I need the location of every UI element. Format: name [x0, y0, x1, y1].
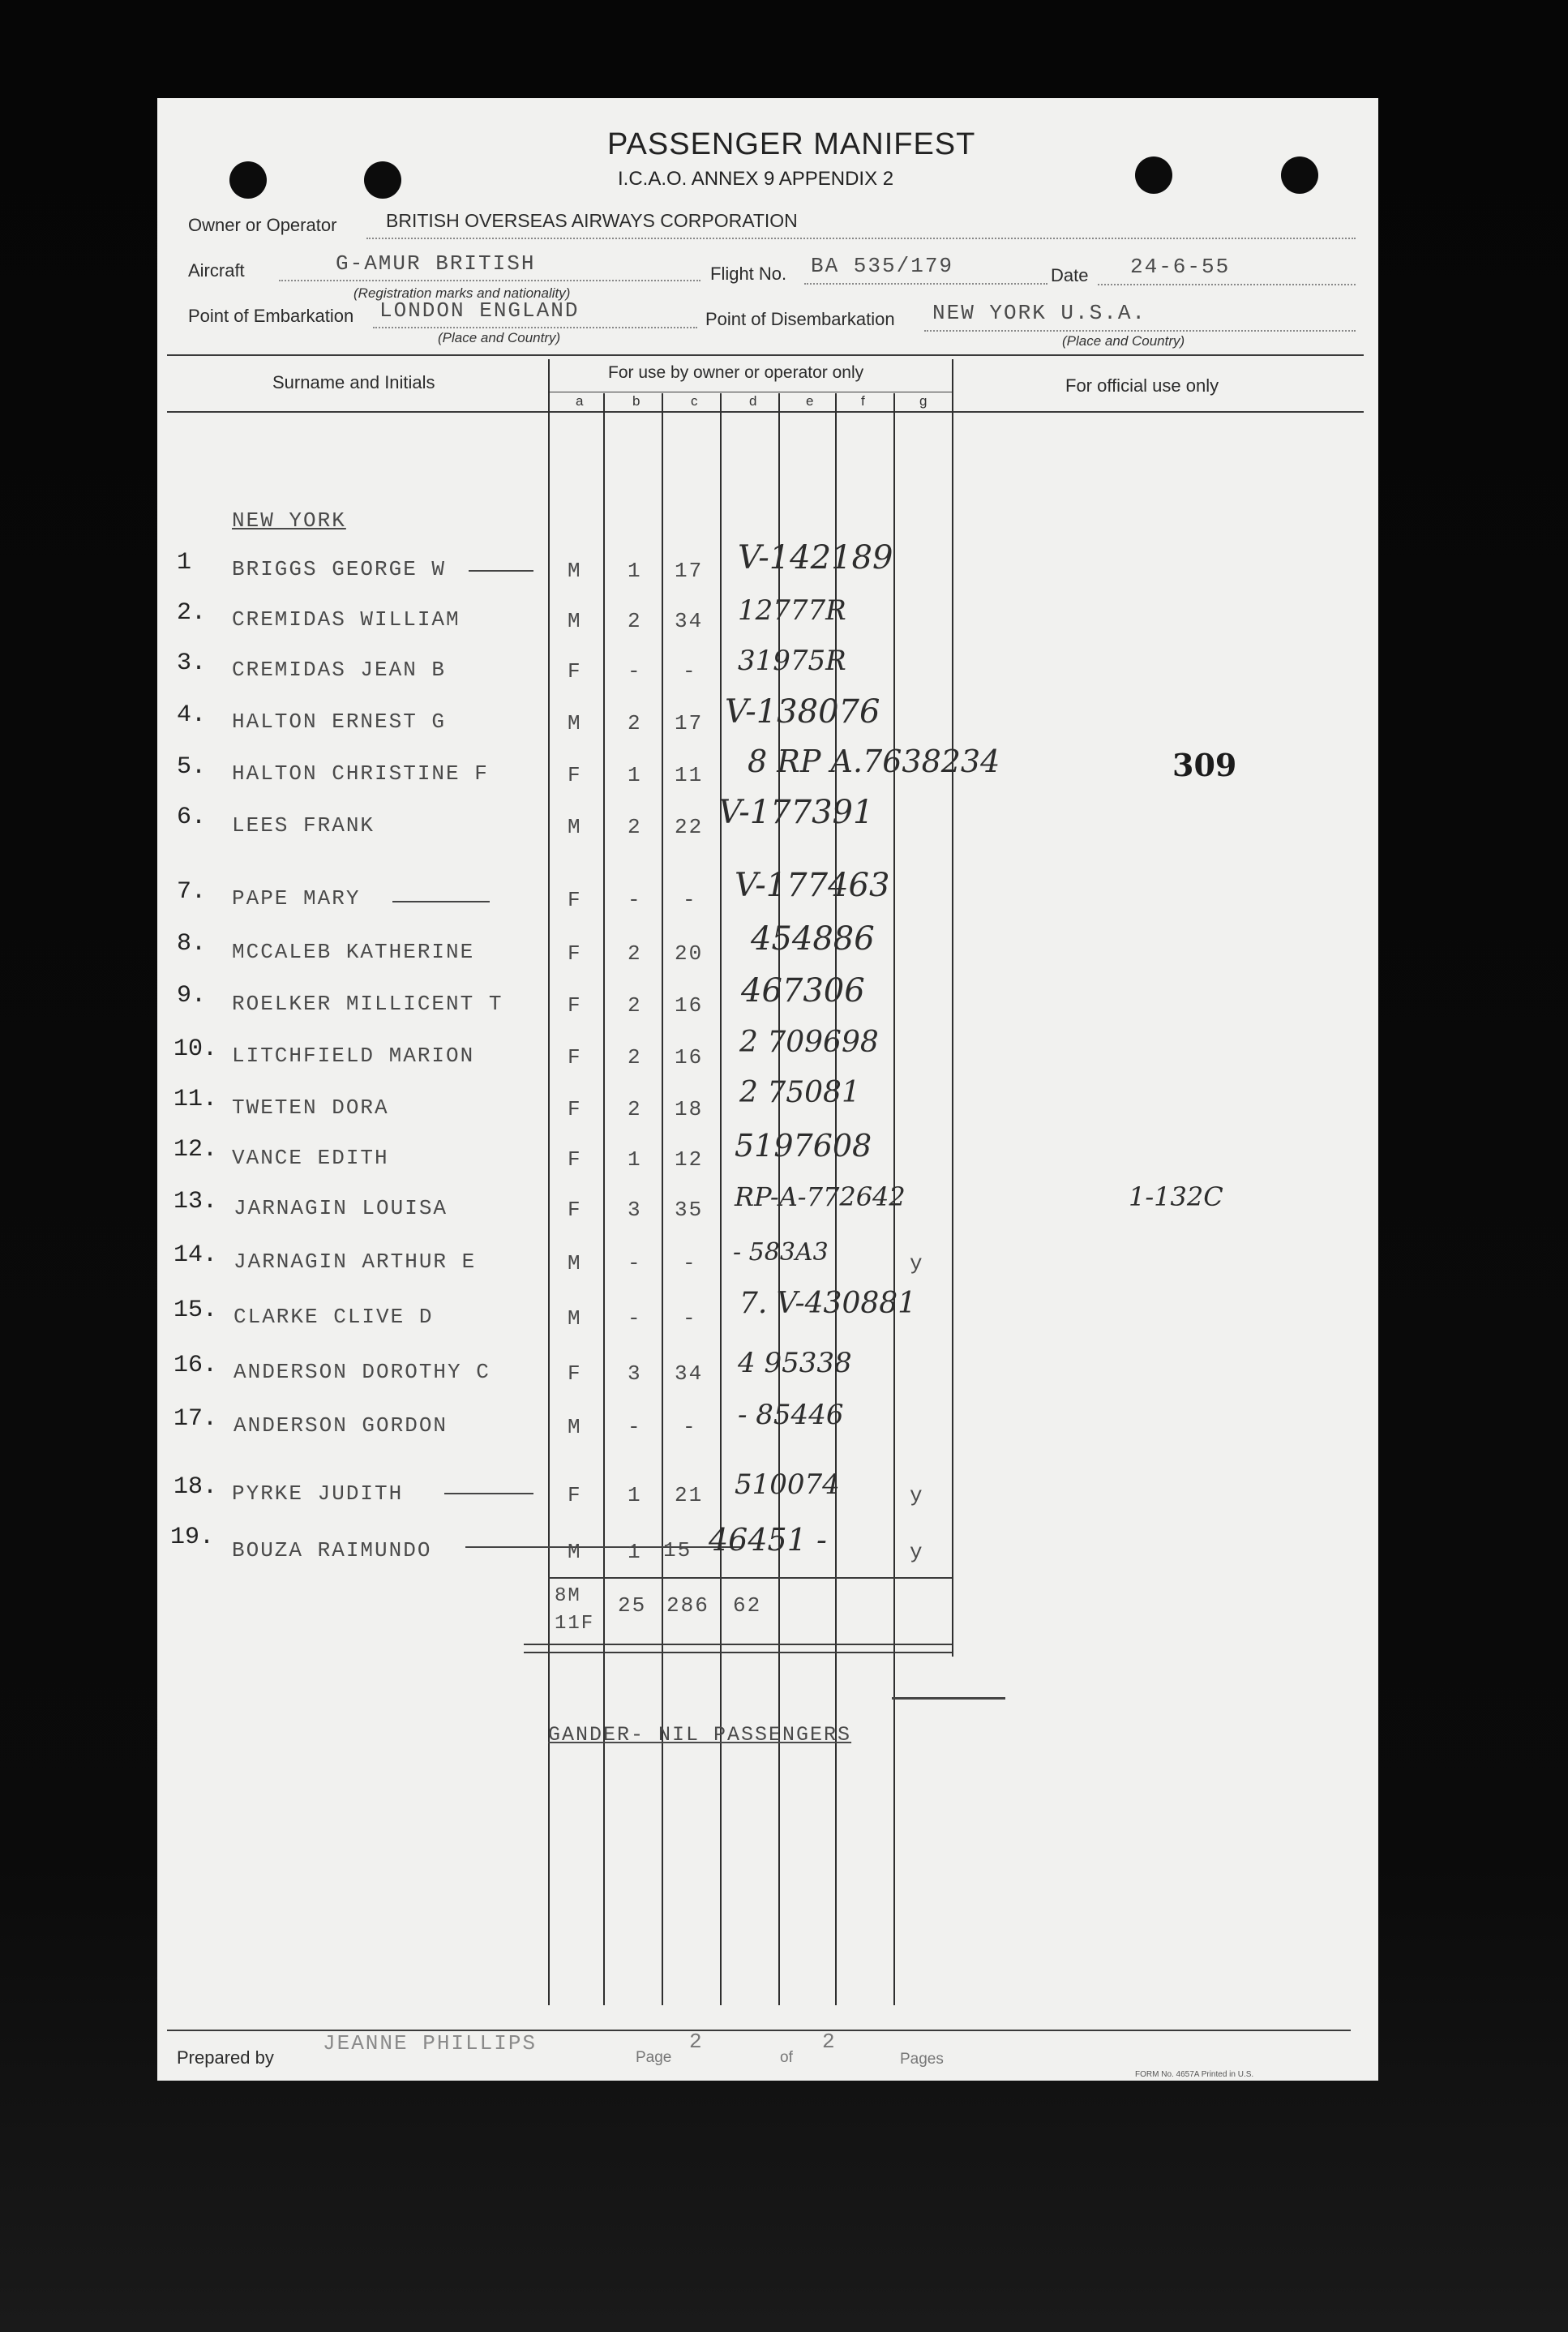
row-number: 11. [174, 1086, 218, 1113]
passenger-name: ANDERSON DOROTHY C [233, 1360, 491, 1384]
row-number: 18. [174, 1473, 218, 1501]
of-value: 2 [822, 2030, 837, 2054]
passenger-name: BRIGGS GEORGE W [232, 557, 447, 581]
passenger-name: BOUZA RAIMUNDO [232, 1538, 432, 1563]
handwritten-entry: 7. V-430881 [739, 1287, 917, 1320]
disembark-value: NEW YORK U.S.A. [932, 301, 1147, 325]
cell-a: F [568, 1361, 582, 1386]
owner-dotted-line [366, 238, 1356, 239]
cell-b: 2 [628, 711, 642, 735]
punch-hole-left-1 [229, 161, 267, 199]
cell-g: y [910, 1251, 924, 1275]
cell-b: - [628, 1251, 642, 1275]
subcol-g: g [919, 393, 928, 409]
passenger-name: CLARKE CLIVE D [233, 1305, 434, 1329]
passenger-name: HALTON ERNEST G [232, 709, 447, 734]
totals-top-rule [548, 1577, 952, 1579]
subcol-c: c [691, 393, 698, 409]
subcol-a: a [576, 393, 584, 409]
page-value: 2 [689, 2030, 704, 2054]
section-label: NEW YORK [232, 508, 346, 533]
cell-c: 12 [675, 1147, 704, 1172]
subcol-e: e [806, 393, 814, 409]
of-label: of [780, 2049, 793, 2066]
cell-c: 22 [675, 815, 704, 839]
official-mark-309: 309 [1172, 747, 1237, 783]
manifest-sheet [157, 98, 1378, 2081]
owner-label: Owner or Operator [188, 215, 337, 235]
cell-g: y [910, 1483, 924, 1507]
passenger-name: LEES FRANK [232, 813, 375, 838]
handwritten-entry: 5197608 [735, 1128, 872, 1164]
disembark-dotted-line [924, 330, 1356, 332]
cell-c: 16 [675, 1045, 704, 1070]
cell-b: 1 [628, 763, 642, 787]
cell-c: 17 [675, 711, 704, 735]
punch-hole-right-2 [1281, 156, 1318, 194]
subcol-f: f [861, 393, 865, 409]
handwritten-entry: 31975R [738, 645, 846, 677]
row-number: 16. [174, 1352, 218, 1379]
handwritten-entry: V-138076 [725, 693, 880, 731]
handwritten-entry: V-177391 [718, 794, 874, 831]
handwritten-entry: V-142189 [738, 539, 893, 577]
passenger-name: MCCALEB KATHERINE [232, 940, 475, 964]
disembark-label: Point of Disembarkation [705, 309, 895, 329]
col-divider-official [952, 359, 953, 1657]
row-number: 19. [170, 1524, 215, 1551]
total-d: 62 [733, 1593, 762, 1618]
date-dotted-line [1098, 284, 1356, 285]
gander-note: GANDER- NIL PASSENGERS [548, 1723, 852, 1747]
cell-b: - [628, 1306, 642, 1331]
handwritten-entry: - 85446 [738, 1399, 844, 1431]
cell-a: M [568, 1540, 582, 1564]
embark-label: Point of Embarkation [188, 306, 354, 326]
cell-b: 2 [628, 1045, 642, 1070]
flight-label: Flight No. [710, 264, 787, 284]
row-number: 5. [177, 753, 207, 781]
passenger-name: ROELKER MILLICENT T [232, 992, 503, 1016]
handwritten-entry: 454886 [751, 920, 875, 958]
subcol-d: d [749, 393, 757, 409]
cell-c: 34 [675, 609, 704, 633]
date-label: Date [1051, 265, 1089, 285]
cell-b: 1 [628, 1540, 642, 1564]
passenger-name: JARNAGIN LOUISA [233, 1196, 448, 1220]
aircraft-note: (Registration marks and nationality) [353, 285, 571, 301]
cell-a: F [568, 993, 582, 1018]
prepared-label: Prepared by [177, 2047, 274, 2068]
embark-dotted-line [373, 327, 697, 328]
official-mark-1-132c: 1-132C [1129, 1181, 1223, 1212]
handwritten-entry: V-177463 [735, 867, 890, 904]
cell-c: - [683, 1415, 697, 1439]
cell-a: M [568, 1251, 582, 1275]
passenger-name: HALTON CHRISTINE F [232, 761, 489, 786]
cell-c: 18 [675, 1097, 704, 1121]
cell-c: 15 [663, 1538, 692, 1563]
cell-c: - [683, 888, 697, 912]
passenger-name: CREMIDAS WILLIAM [232, 607, 461, 632]
cell-a: F [568, 1097, 582, 1121]
cell-a: M [568, 1415, 582, 1439]
col-divider-cd [720, 393, 722, 2005]
table-top-rule [167, 354, 1364, 356]
totals-double-rule-2 [524, 1652, 952, 1653]
leader-dash [444, 1493, 533, 1494]
col-divider-bc [662, 393, 663, 2005]
table-header-rule [167, 411, 1364, 413]
cell-c: 17 [675, 559, 704, 583]
stray-mark [892, 1697, 1005, 1700]
row-number: 13. [174, 1188, 218, 1215]
row-number: 1 [177, 549, 192, 577]
row-number: 12. [174, 1136, 218, 1164]
form-subtitle: I.C.A.O. ANNEX 9 APPENDIX 2 [618, 168, 894, 190]
handwritten-entry: 2 75081 [739, 1076, 860, 1109]
row-number: 17. [174, 1405, 218, 1433]
cell-b: 2 [628, 993, 642, 1018]
passenger-name: JARNAGIN ARTHUR E [233, 1250, 477, 1274]
cell-b: 1 [628, 559, 642, 583]
cell-a: F [568, 1483, 582, 1507]
col-official-header: For official use only [1065, 375, 1219, 396]
cell-a: F [568, 1147, 582, 1172]
leader-dash [469, 570, 533, 572]
cell-b: - [628, 888, 642, 912]
handwritten-entry: 8 RP A.7638234 [748, 744, 1000, 779]
cell-b: 1 [628, 1483, 642, 1507]
pages-label: Pages [900, 2051, 944, 2068]
cell-c: - [683, 1306, 697, 1331]
col-surname-header: Surname and Initials [272, 372, 435, 392]
form-number: FORM No. 4657A Printed in U.S. [1135, 2070, 1254, 2079]
passenger-name: VANCE EDITH [232, 1146, 389, 1170]
totals-double-rule-1 [524, 1644, 952, 1645]
cell-c: - [683, 1251, 697, 1275]
row-number: 7. [177, 878, 207, 906]
row-number: 10. [174, 1035, 218, 1063]
aircraft-dotted-line [279, 280, 700, 281]
cell-a: F [568, 1045, 582, 1070]
passenger-name: LITCHFIELD MARION [232, 1044, 475, 1068]
cell-c: 35 [675, 1198, 704, 1222]
cell-a: M [568, 1306, 582, 1331]
cell-c: 16 [675, 993, 704, 1018]
subcol-b: b [632, 393, 640, 409]
row-number: 6. [177, 804, 207, 831]
cell-a: F [568, 763, 582, 787]
strike-line [465, 1546, 741, 1548]
cell-a: F [568, 1198, 582, 1222]
cell-a: F [568, 941, 582, 966]
cell-b: 2 [628, 1097, 642, 1121]
page-label: Page [636, 2049, 672, 2066]
total-female: 11F [555, 1613, 595, 1635]
cell-a: M [568, 711, 582, 735]
row-number: 3. [177, 649, 207, 677]
col-operator-header: For use by owner or operator only [608, 363, 864, 382]
aircraft-label: Aircraft [188, 260, 245, 281]
punch-hole-right-1 [1135, 156, 1172, 194]
cell-a: F [568, 888, 582, 912]
row-number: 2. [177, 599, 207, 627]
flight-dotted-line [804, 283, 1047, 285]
owner-value: BRITISH OVERSEAS AIRWAYS CORPORATION [386, 210, 798, 231]
embark-value: LONDON ENGLAND [379, 298, 580, 323]
cell-c: 11 [675, 763, 704, 787]
handwritten-entry: - 583A3 [733, 1238, 829, 1267]
col-divider-name [548, 359, 550, 2005]
passenger-name: ANDERSON GORDON [233, 1413, 448, 1438]
cell-b: - [628, 1415, 642, 1439]
cell-a: M [568, 559, 582, 583]
aircraft-value: G-AMUR BRITISH [336, 251, 536, 276]
handwritten-entry: 12777R [738, 594, 846, 627]
cell-c: 21 [675, 1483, 704, 1507]
passenger-name: CREMIDAS JEAN B [232, 658, 447, 682]
date-value: 24-6-55 [1130, 255, 1231, 279]
cell-b: 1 [628, 1147, 642, 1172]
row-number: 8. [177, 930, 207, 958]
embark-note: (Place and Country) [438, 330, 561, 345]
cell-b: 3 [628, 1198, 642, 1222]
cell-c: - [683, 659, 697, 684]
row-number: 15. [174, 1297, 218, 1324]
leader-dash [392, 901, 490, 902]
total-b: 25 [618, 1593, 647, 1618]
flight-value: BA 535/179 [811, 254, 954, 278]
row-number: 9. [177, 982, 207, 1010]
handwritten-entry: 510074 [735, 1468, 840, 1501]
cell-c: 34 [675, 1361, 704, 1386]
form-title: PASSENGER MANIFEST [607, 127, 976, 161]
prepared-value: JEANNE PHILLIPS [323, 2031, 538, 2056]
row-number: 14. [174, 1241, 218, 1269]
row-number: 4. [177, 701, 207, 729]
cell-g: y [910, 1540, 924, 1564]
col-divider-ab [603, 393, 605, 2005]
cell-c: 20 [675, 941, 704, 966]
total-c: 286 [666, 1593, 709, 1618]
cell-b: 2 [628, 941, 642, 966]
cell-a: M [568, 609, 582, 633]
cell-b: 3 [628, 1361, 642, 1386]
cell-a: M [568, 815, 582, 839]
passenger-name: TWETEN DORA [232, 1095, 389, 1120]
passenger-name: PYRKE JUDITH [232, 1481, 404, 1506]
handwritten-entry: RP-A-772642 [735, 1181, 906, 1212]
handwritten-entry: 4 95338 [738, 1347, 852, 1379]
punch-hole-left-2 [364, 161, 401, 199]
passenger-name: PAPE MARY [232, 886, 361, 911]
cell-b: 2 [628, 815, 642, 839]
disembark-note: (Place and Country) [1062, 333, 1185, 349]
cell-b: 2 [628, 609, 642, 633]
cell-b: - [628, 659, 642, 684]
handwritten-entry: 467306 [741, 972, 865, 1010]
handwritten-entry: 2 709698 [739, 1026, 879, 1059]
total-male: 8M [555, 1585, 581, 1607]
cell-a: F [568, 659, 582, 684]
handwritten-entry: 46451 - [709, 1522, 827, 1558]
